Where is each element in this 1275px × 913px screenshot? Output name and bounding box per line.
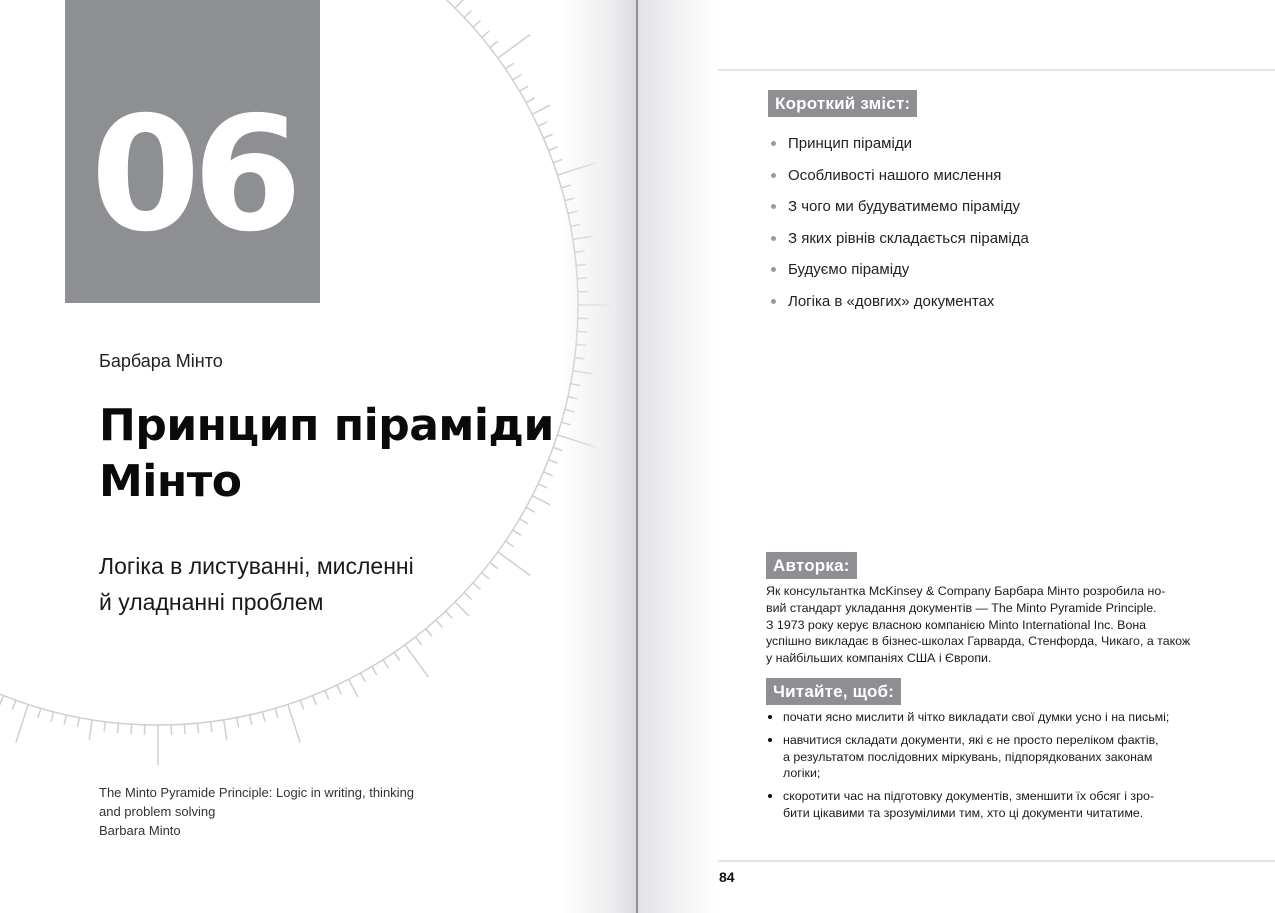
contents-label: Короткий зміст: <box>768 90 917 117</box>
book-subtitle-line: Логіка в листуванні, мисленні <box>99 553 414 579</box>
contents-list <box>770 128 1029 318</box>
chapter-number: 06 <box>90 83 295 267</box>
bullet-icon <box>771 267 776 272</box>
author-bio-line: у найбільших компаніях США і Європи. <box>766 651 992 666</box>
bullet-icon <box>768 794 772 798</box>
left-page <box>0 0 637 913</box>
page-number: 84 <box>719 869 735 885</box>
gutter-shadow-right <box>638 0 718 913</box>
book-title <box>99 398 569 510</box>
book-title-line: Мінто <box>99 456 242 507</box>
bullet-icon <box>771 173 776 178</box>
bullet-icon <box>768 738 772 742</box>
contents-item: З чого ми будуватимемо піраміду <box>770 191 1029 223</box>
original-title-line: and problem solving <box>99 804 216 819</box>
book-title-line: Принцип піраміди <box>99 400 554 451</box>
author-bio-line: вий стандарт укладання документів — The Minto Pyramide Principle. <box>766 600 1157 615</box>
chapter-number-box <box>65 0 320 303</box>
author-section-label: Авторка: <box>766 552 857 579</box>
contents-item: Принцип піраміди <box>770 128 1029 160</box>
footer-rule <box>718 860 1275 862</box>
original-author: Barbara Minto <box>99 823 181 838</box>
contents-item: Будуємо піраміду <box>770 254 1029 286</box>
contents-item: Особливості нашого мислення <box>770 160 1029 192</box>
read-reasons-list <box>766 709 1196 828</box>
original-title-line: The Minto Pyramide Principle: Logic in writing, thinking <box>99 785 415 800</box>
author-name: Барбара Мінто <box>99 351 223 371</box>
book-subtitle <box>99 548 499 620</box>
bullet-icon <box>771 141 776 146</box>
bullet-icon <box>771 204 776 209</box>
read-reason-item: навчитися складати документи, які є не просто переліком фактів, а результатом послідовних міркувань, підпорядкованих законам логіки; <box>766 732 1196 782</box>
original-edition-info <box>99 783 459 840</box>
book-subtitle-line: й уладнанні проблем <box>99 589 324 615</box>
book-spine <box>636 0 638 913</box>
read-section-label: Читайте, щоб: <box>766 678 901 705</box>
read-reason-item: почати ясно мислити й чітко викладати свої думки усно і на письмі; <box>766 709 1196 726</box>
author-bio-line: Як консультантка McKinsey & Company Барбара Мінто розробила но- <box>766 584 1166 598</box>
author-bio-line: З 1973 року керує власною компанією Minto International Inc. Вона <box>766 617 1147 632</box>
bullet-icon <box>768 715 772 719</box>
contents-item: Логіка в «довгих» документах <box>770 286 1029 318</box>
author-bio <box>766 583 1196 667</box>
gutter-shadow-left <box>560 0 637 913</box>
header-rule <box>718 69 1275 71</box>
read-reason-item: скоротити час на підготовку документів, зменшити їх обсяг і зро- бити цікавими та зрозумілими тим, хто ці документи читатиме. <box>766 788 1196 822</box>
author-bio-line: успішно викладає в бізнес-школах Гарварда, Стенфорда, Чикаго, а також <box>766 634 1191 649</box>
contents-item: З яких рівнів складається піраміда <box>770 223 1029 255</box>
bullet-icon <box>771 236 776 241</box>
bullet-icon <box>771 299 776 304</box>
